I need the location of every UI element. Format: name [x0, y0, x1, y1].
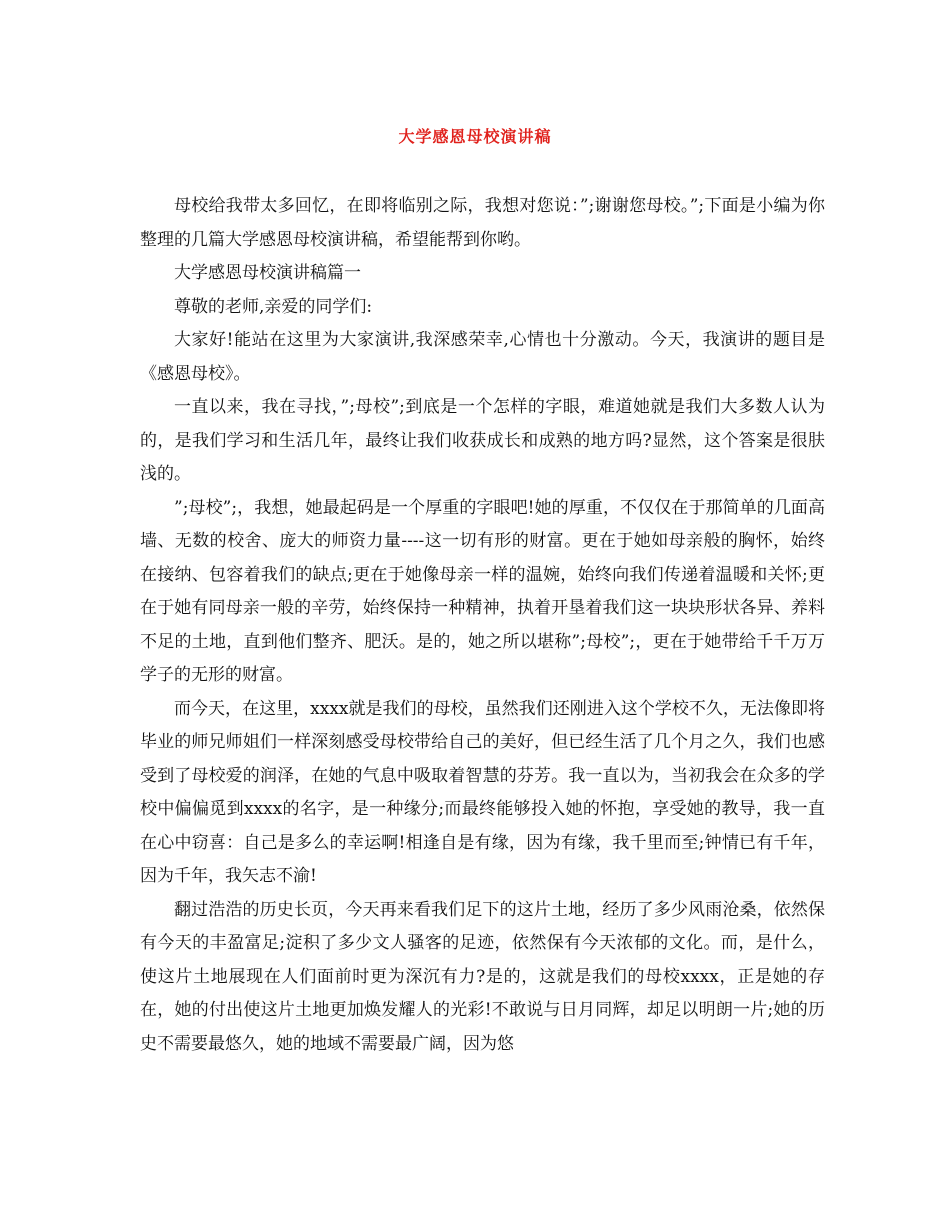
section-heading: 大学感恩母校演讲稿篇一 [174, 263, 361, 283]
paragraph: 一直以来，我在寻找，”;母校”;到底是一个怎样的字眼，难道她就是我们大多数人认为的，是我们学习和生活几年，最终让我们收获成长和成熟的地方吗?显然，这个答案是很肤浅的。 [140, 397, 825, 484]
paragraph-intro: 母校给我带太多回忆，在即将临别之际，我想对您说：”;谢谢您母校。”;下面是小编为你整理的几篇大学感恩母校演讲稿，希望能帮到你哟。 [140, 196, 825, 250]
paragraph: ”;母校”;，我想，她最起码是一个厚重的字眼吧!她的厚重，不仅仅在于那简单的几面高墙、无数的校舍、庞大的师资力量----这一切有形的财富。更在于她如母亲般的胸怀，始终在接纳、包容着我们的缺点;更在于她像母亲一样的温婉，始终向我们传递着温暖和关怀;更在于她有同母亲一般的辛劳，始终保持一种精神，执着开垦着我们这一块块形状各异、养料不足的土地，直到他们整齐、肥沃。是的，她之所以堪称”;母校”;，更在于她带给千千万万学子的无形的财富。 [140, 497, 825, 685]
paragraph: 翻过浩浩的历史长页，今天再来看我们足下的这片土地，经历了多少风雨沧桑，依然保有今天的丰盈富足;淀积了多少文人骚客的足迹，依然保有今天浓郁的文化。而，是什么，使这片土地展现在人们面前时更为深沉有力?是的，这就是我们的母校xxxx，正是她的存在，她的付出使这片土地更加焕发耀人的光彩!不敢说与日月同辉，却足以明朗一片;她的历史不需要最悠久，她的地域不需要最广阔，因为悠 [140, 899, 825, 1054]
document-title: 大学感恩母校演讲稿 [398, 127, 552, 146]
paragraph: 而今天，在这里，xxxx就是我们的母校，虽然我们还刚进入这个学校不久，无法像即将毕业的师兄师姐们一样深刻感受母校带给自己的美好，但已经生活了几个月之久，我们也感受到了母校爱的润泽，在她的气息中吸取着智慧的芬芳。我一直以为，当初我会在众多的学校中偏偏觅到xxxx的名字，是一种缘分;而最终能够投入她的怀抱，享受她的教导，我一直在心中窃喜：自己是多么的幸运啊!相逢自是有缘，因为有缘，我千里而至;钟情已有千年，因为千年，我矢志不渝! [140, 698, 825, 886]
document-body [140, 190, 825, 1061]
salutation: 尊敬的老师,亲爱的同学们: [174, 296, 373, 317]
paragraph: 大家好!能站在这里为大家演讲,我深感荣幸,心情也十分激动。今天，我演讲的题目是《感恩母校》。 [140, 330, 825, 384]
